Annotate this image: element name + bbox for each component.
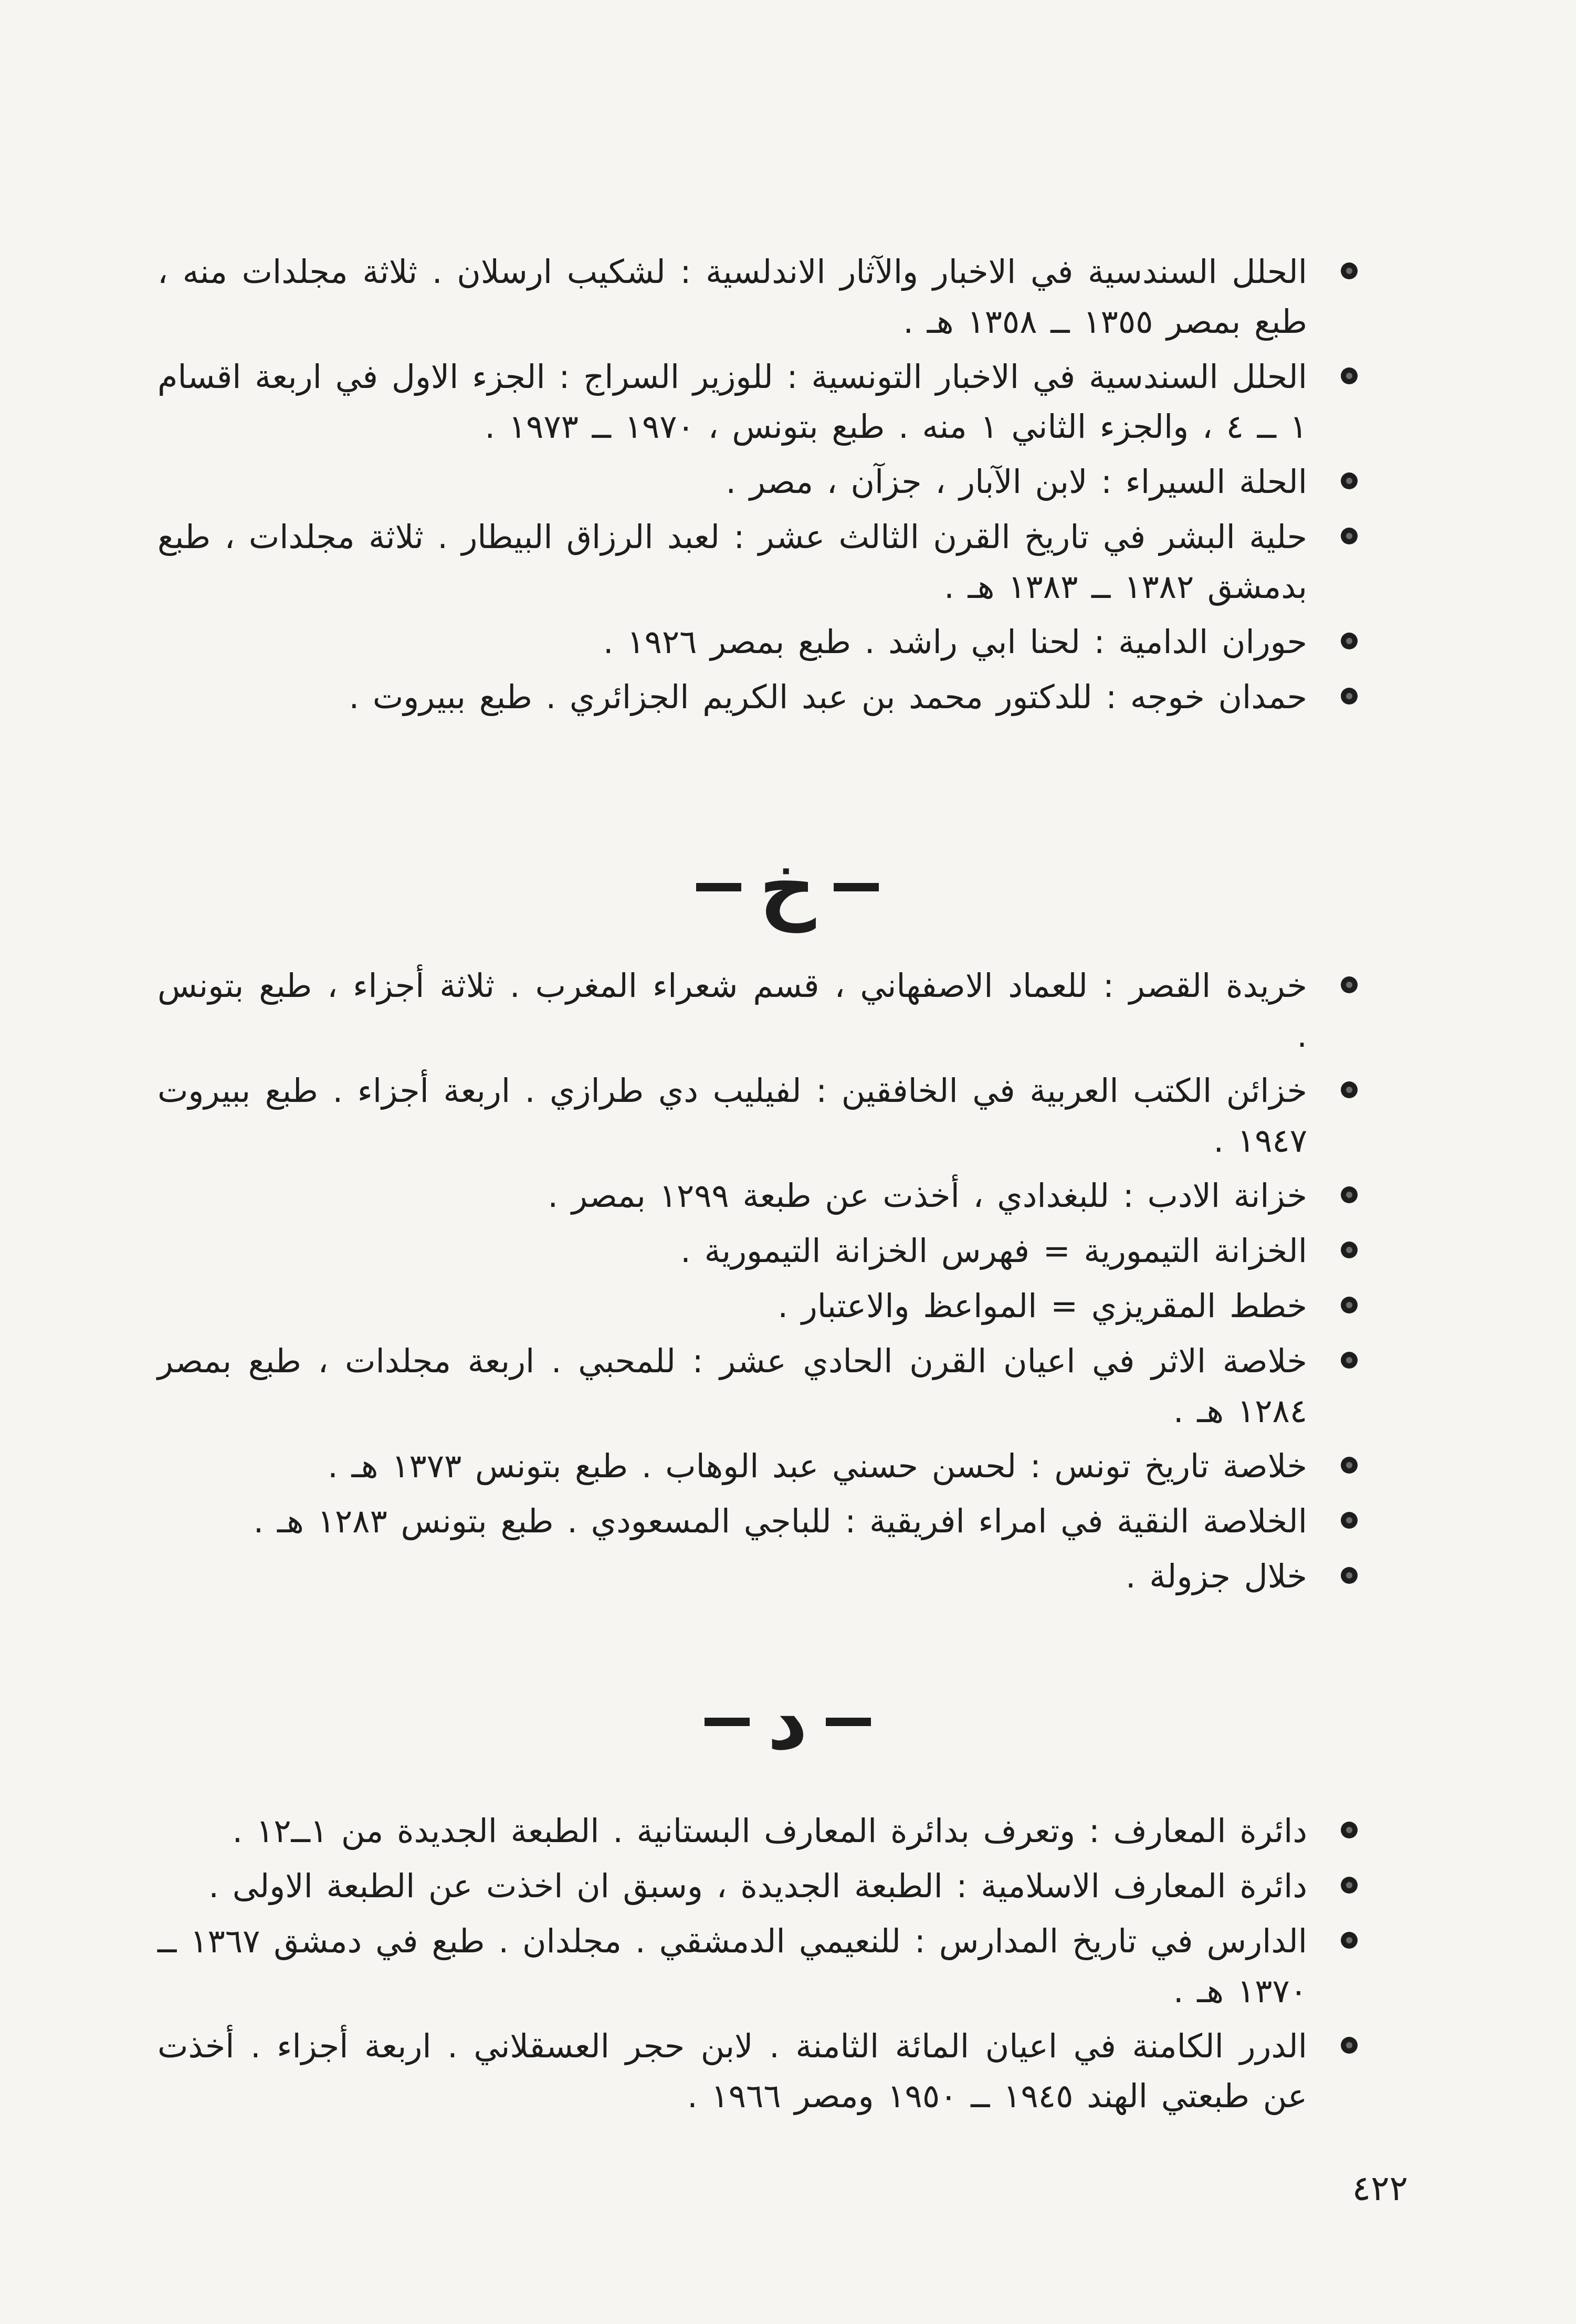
heading-dash	[826, 1718, 871, 1726]
bibliography-entry	[157, 1171, 1365, 1221]
bullet-dot-icon	[1339, 1930, 1360, 1951]
heading-dash	[705, 1718, 750, 1726]
entry-text: دائرة المعارف الاسلامية : الطبعة الجديدة ، وسبق ان اخذت عن الطبعة الاولى .	[208, 1867, 1307, 1905]
bullet-dot-icon	[1339, 525, 1360, 546]
bullet-dot-icon	[1339, 365, 1360, 386]
section-heading-dal	[577, 1664, 997, 1780]
bullet-dot-icon	[1339, 1455, 1360, 1476]
heading-dash	[696, 883, 741, 891]
entry-text: خطط المقريزي = المواعظ والاعتبار .	[778, 1287, 1307, 1325]
bullet-dot-icon	[1339, 1875, 1360, 1896]
bibliography-entry	[157, 2021, 1365, 2121]
entry-text: الخلاصة النقية في امراء افريقية : للباجي المسعودي . طبع بتونس ١٢٨٣ هـ .	[253, 1502, 1307, 1540]
section-heading-kha	[577, 829, 997, 945]
bibliography-entry	[157, 512, 1365, 612]
section-letter: خ	[759, 842, 816, 933]
bullet-dot-icon	[1339, 1079, 1360, 1100]
section-kha-list	[157, 961, 1365, 1601]
bibliography-entry	[157, 672, 1365, 722]
bullet-dot-icon	[1339, 1184, 1360, 1205]
entry-text: حلية البشر في تاريخ القرن الثالث عشر : لعبد الرزاق البيطار . ثلاثة مجلدات ، طبع بدمشق ١٣٨٢ ــ ١٣٨٣ هـ .	[157, 518, 1307, 606]
heading-dash	[834, 883, 879, 891]
entry-text: خلال جزولة .	[1125, 1557, 1307, 1595]
bullet-dot-icon	[1339, 630, 1360, 651]
bibliography-entry	[157, 1226, 1365, 1276]
bibliography-entry	[157, 961, 1365, 1060]
bibliography-entry	[157, 457, 1365, 507]
section-dal-list	[157, 1806, 1365, 2121]
bullet-dot-icon	[1339, 686, 1360, 707]
bibliography-entry	[157, 617, 1365, 667]
entry-text: خريدة القصر : للعماد الاصفهاني ، قسم شعراء المغرب . ثلاثة أجزاء ، طبع بتونس .	[157, 966, 1307, 1055]
bullet-dot-icon	[1339, 260, 1360, 281]
entry-text: الحلل السندسية في الاخبار والآثار الاندلسية : لشكيب ارسلان . ثلاثة مجلدات منه ، طبع بمصر ١٣٥٥ ــ ١٣٥٨ هـ .	[157, 253, 1307, 341]
bibliography-entry	[157, 1806, 1365, 1856]
bibliography-entry	[157, 1336, 1365, 1436]
entry-text: حمدان خوجه : للدكتور محمد بن عبد الكريم الجزائري . طبع ببيروت .	[349, 678, 1307, 716]
bibliography-entry	[157, 1916, 1365, 2016]
section-ha-list	[157, 247, 1365, 722]
entry-text: الدرر الكامنة في اعيان المائة الثامنة . لابن حجر العسقلاني . اربعة أجزاء . أخذت عن طبعتي الهند ١٩٤٥ ــ ١٩٥٠ ومصر ١٩٦٦ .	[157, 2027, 1307, 2115]
entry-text: الخزانة التيمورية = فهرس الخزانة التيمورية .	[680, 1232, 1307, 1270]
bullet-dot-icon	[1339, 1350, 1360, 1371]
bibliography-entry	[157, 1861, 1365, 1911]
entry-text: خزانة الادب : للبغدادي ، أخذت عن طبعة ١٢٩٩ بمصر .	[548, 1176, 1307, 1215]
entry-text: خزائن الكتب العربية في الخافقين : لفيليب دي طرازي . اربعة أجزاء . طبع ببيروت ١٩٤٧ .	[157, 1071, 1307, 1160]
entry-text: الحلة السيراء : لابن الآبار ، جزآن ، مصر .	[726, 462, 1307, 501]
section-letter: د	[767, 1676, 808, 1768]
entry-text: حوران الدامية : لحنا ابي راشد . طبع بمصر ١٩٢٦ .	[603, 623, 1307, 661]
bibliography-entry	[157, 1496, 1365, 1546]
bibliography-entry	[157, 1281, 1365, 1331]
bullet-dot-icon	[1339, 2035, 1360, 2056]
bibliography-entry	[157, 247, 1365, 346]
bullet-dot-icon	[1339, 1510, 1360, 1531]
bullet-dot-icon	[1339, 1239, 1360, 1260]
bullet-dot-icon	[1339, 1820, 1360, 1841]
bullet-dot-icon	[1339, 974, 1360, 995]
bullet-dot-icon	[1339, 1295, 1360, 1316]
bibliography-entry	[157, 1066, 1365, 1165]
bibliography-entry	[157, 1551, 1365, 1601]
entry-text: الدارس في تاريخ المدارس : للنعيمي الدمشقي . مجلدان . طبع في دمشق ١٣٦٧ ــ ١٣٧٠ هـ .	[157, 1922, 1307, 2010]
page-number: ٤٢٢	[1352, 2168, 1408, 2209]
bullet-dot-icon	[1339, 470, 1360, 491]
bibliography-entry	[157, 1441, 1365, 1491]
entry-text: الحلل السندسية في الاخبار التونسية : للوزير السراج : الجزء الاول في اربعة اقسام ١ ــ ٤ ، والجزء الثاني ١ منه . طبع بتونس ، ١٩٧٠ ــ ١٩٧٣ .	[157, 357, 1307, 446]
bibliography-entry	[157, 352, 1365, 451]
entry-text: دائرة المعارف : وتعرف بدائرة المعارف البستانية . الطبعة الجديدة من ١ــ١٢ .	[232, 1812, 1307, 1850]
entry-text: خلاصة تاريخ تونس : لحسن حسني عبد الوهاب . طبع بتونس ١٣٧٣ هـ .	[328, 1447, 1307, 1485]
entry-text: خلاصة الاثر في اعيان القرن الحادي عشر : للمحبي . اربعة مجلدات ، طبع بمصر ١٢٨٤ هـ .	[157, 1342, 1307, 1430]
bullet-dot-icon	[1339, 1565, 1360, 1586]
